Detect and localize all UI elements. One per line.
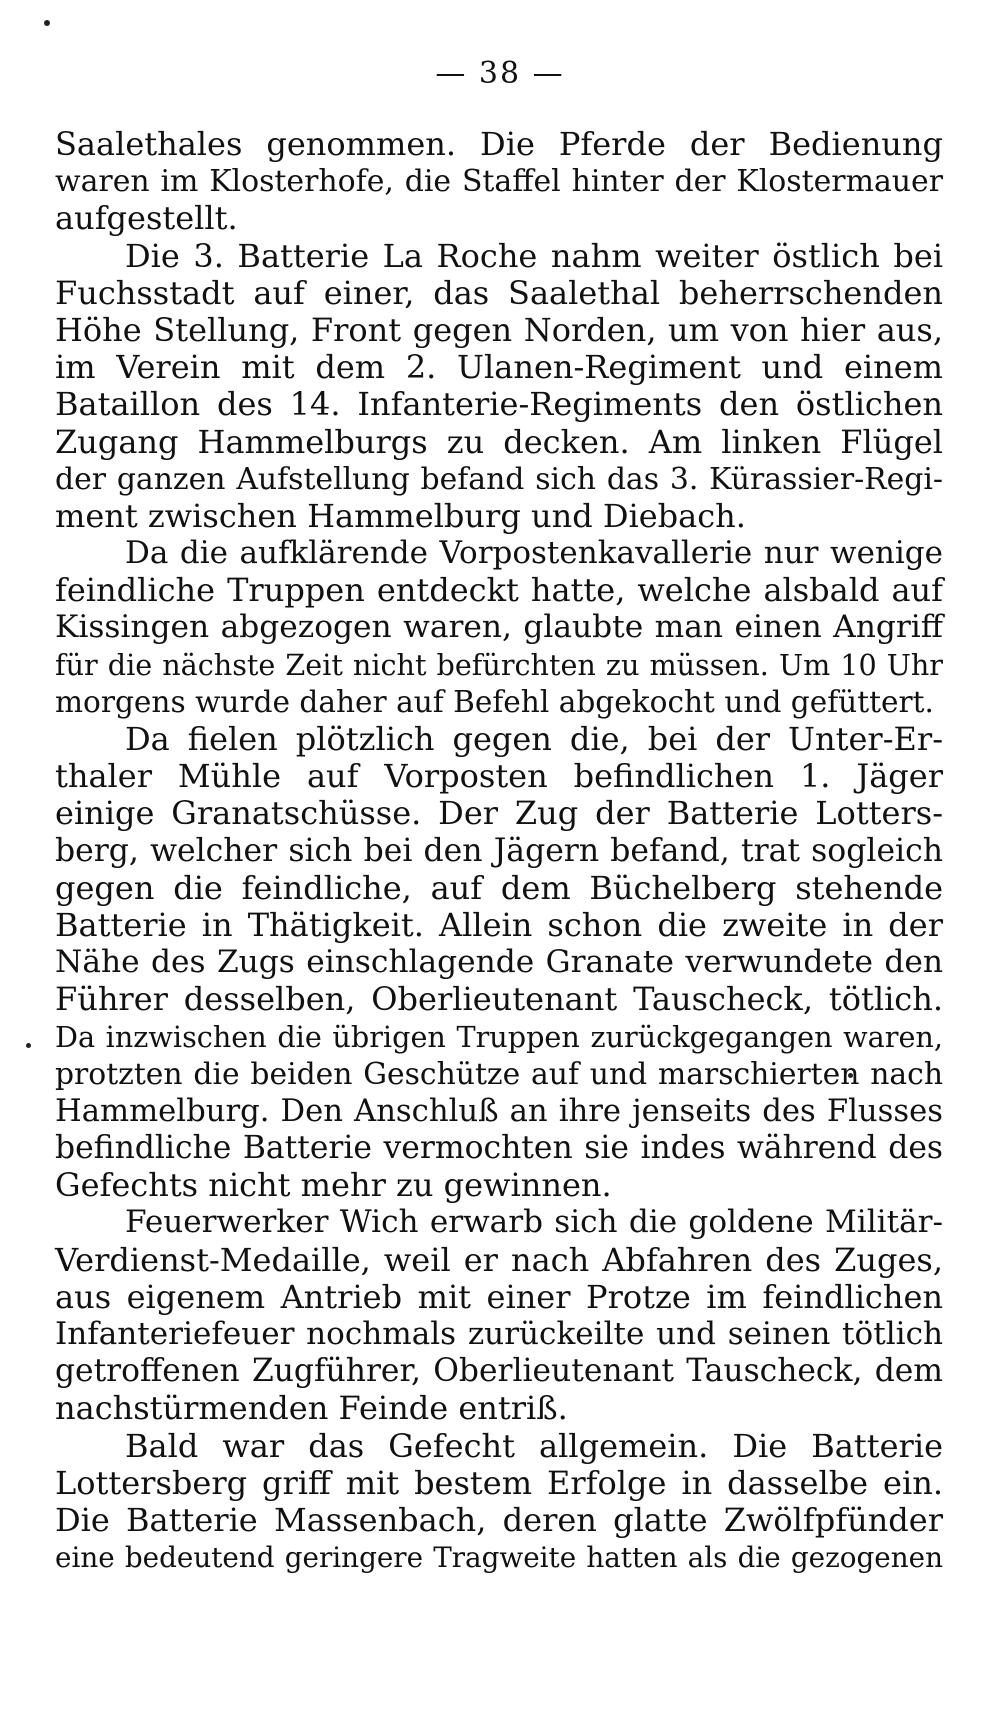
text-line: Bataillon des 14. Infanterie-Regiments den östlichen (55, 385, 943, 424)
text-line: gegen die feindliche, auf dem Büchelberg stehende (55, 868, 943, 907)
text-line: Zugang Hammelburgs zu decken. Am linken Flügel (55, 422, 943, 461)
text-line: Saalethales genommen. Die Pferde der Bedienung (55, 125, 943, 163)
text-line: Infanteriefeuer nochmals zurückeilte und seinen tötlich (55, 1316, 943, 1352)
text-line: Kissingen abgezogen waren, glaubte man einen Angriff (55, 609, 943, 646)
text-line: im Verein mit dem 2. Ulanen-Regiment und einem (55, 348, 943, 387)
text-line: getroffenen Zugführer, Oberlieutenant Tauscheck, dem (55, 1353, 943, 1390)
paragraph-3 (55, 535, 943, 721)
text-line: Verdienst-Medaille, weil er nach Abfahren des Zuges, (55, 1240, 943, 1279)
text-line: feindliche Truppen entdeckt hatte, welche alsbald auf (55, 571, 943, 610)
text-line: waren im Klosterhofe, die Staffel hinter der Klostermauer (55, 164, 943, 200)
paragraph-1 (55, 126, 943, 238)
text-line: thaler Mühle auf Vorposten befindlichen 1. Jäger (55, 757, 943, 796)
text-line: protzten die beiden Geschütze auf und marschierten nach (55, 1056, 943, 1092)
text-line: Nähe des Zugs einschlagende Granate verwundete den (55, 944, 943, 981)
text-line: Hammelburg. Den Anschluß an ihre jenseits des Flusses (55, 1093, 943, 1129)
body-text (55, 126, 943, 1576)
paragraph-2 (55, 238, 943, 536)
text-line: eine bedeutend geringere Tragweite hatten als die gezogenen (55, 1541, 943, 1575)
text-line: der ganzen Aufstellung befand sich das 3. Kürassier-Regi- (55, 461, 943, 497)
text-line: Da inzwischen die übrigen Truppen zurückgegangen waren, (55, 1019, 943, 1054)
text-line: Höhe Stellung, Front gegen Norden, um von hier aus, (55, 310, 943, 349)
text-line: aufgestellt. (55, 199, 238, 238)
text-line: Feuerwerker Wich erwarb sich die goldene Militär- (125, 1204, 943, 1241)
paragraph-5 (55, 1204, 943, 1427)
page-number: — 38 — (435, 56, 565, 91)
print-speck (26, 1043, 31, 1048)
text-line: Die Batterie Massenbach, deren glatte Zwölfpfünder (55, 1500, 943, 1539)
text-line: Da fielen plötzlich gegen die, bei der Unter-Er- (125, 720, 943, 758)
text-line: nachstürmenden Feinde entriß. (55, 1389, 568, 1428)
text-line: Fuchsstadt auf einer, das Saalethal beherrschenden (55, 273, 943, 312)
text-line: ment zwischen Hammelburg und Diebach. (55, 496, 746, 535)
text-line: Lottersberg griff mit bestem Erfolge in dasselbe ein. (55, 1463, 943, 1502)
text-line: Führer desselben, Oberlieutenant Tauscheck, tötlich. (55, 980, 943, 1019)
paragraph-6 (55, 1428, 943, 1577)
text-line: befindliche Batterie vermochten sie indes während des (55, 1130, 943, 1167)
text-line: Da die aufklärende Vorpostenkavallerie nur wenige (125, 535, 943, 572)
text-line: Gefechts nicht mehr zu gewinnen. (55, 1166, 612, 1205)
text-line: Die 3. Batterie La Roche nahm weiter östlich bei (125, 236, 943, 275)
text-line: berg, welcher sich bei den Jägern befand, trat sogleich (55, 832, 943, 869)
text-line: aus eigenem Antrieb mit einer Protze im feindlichen (55, 1277, 943, 1316)
print-speck (44, 20, 50, 26)
text-line: einige Granatschüsse. Der Zug der Batterie Lotters- (55, 794, 943, 833)
paragraph-4 (55, 721, 943, 1204)
text-line: morgens wurde daher auf Befehl abgekocht und gefüttert. (55, 684, 934, 719)
text-line: für die nächste Zeit nicht befürchten zu müssen. Um 10 Uhr (55, 647, 943, 682)
text-line: Bald war das Gefecht allgemein. Die Batterie (125, 1426, 943, 1465)
text-line: Batterie in Thätigkeit. Allein schon die zweite in der (55, 905, 943, 944)
